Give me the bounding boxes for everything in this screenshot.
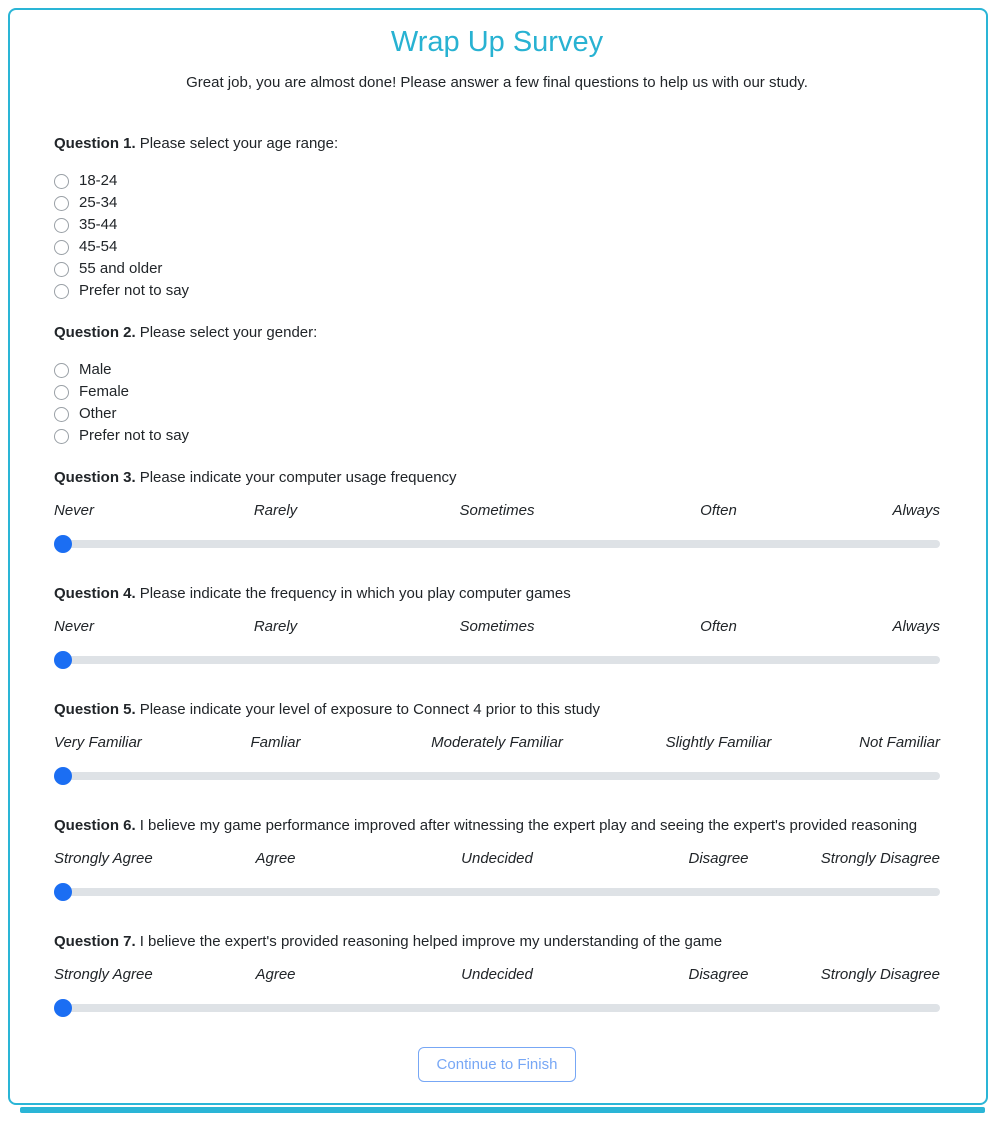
q3-slider-track[interactable] — [54, 540, 940, 548]
slider-label: Strongly Disagree — [820, 966, 940, 983]
q6-slider[interactable] — [54, 883, 940, 901]
radio-icon[interactable] — [54, 218, 69, 233]
question-5-text: Please indicate your level of exposure to Connect 4 prior to this study — [139, 701, 600, 718]
radio-label: Other — [79, 405, 117, 422]
slider-label: Often — [700, 502, 737, 519]
question-5-section — [54, 699, 940, 785]
q6-slider-track[interactable] — [54, 888, 940, 896]
slider-label: Often — [700, 618, 737, 635]
slider-label: Always — [892, 618, 940, 635]
radio-label: 45-54 — [79, 238, 118, 255]
radio-label: 25-34 — [79, 194, 118, 211]
q6-slider-labels — [54, 850, 940, 871]
radio-label: 18-24 — [79, 172, 118, 189]
slider-label: Never — [54, 618, 95, 635]
q4-slider-thumb[interactable] — [54, 651, 72, 669]
survey-card — [8, 8, 988, 1105]
q7-slider-labels — [54, 966, 940, 987]
footer-actions — [54, 1047, 940, 1082]
radio-icon[interactable] — [54, 174, 69, 189]
question-7-text: I believe the expert's provided reasoning helped improve my understanding of the game — [139, 933, 723, 950]
q2-radio-male[interactable] — [54, 359, 940, 381]
question-4-heading — [54, 583, 940, 604]
page-subtitle: Great job, you are almost done! Please answer a few final questions to help us with our study. — [186, 74, 808, 91]
radio-label: 35-44 — [79, 216, 118, 233]
slider-label: Very Familiar — [54, 734, 142, 751]
question-1-text: Please select your age range: — [139, 135, 339, 152]
slider-label: Always — [892, 502, 940, 519]
q7-slider-track[interactable] — [54, 1004, 940, 1012]
question-7-number: Question 7. — [54, 933, 136, 950]
slider-label: Not Familiar — [859, 734, 940, 751]
q4-slider-labels — [54, 618, 940, 639]
slider-label: Strongly Disagree — [820, 850, 940, 867]
q7-slider-thumb[interactable] — [54, 999, 72, 1017]
question-2-heading — [54, 322, 940, 343]
slider-label: Undecided — [461, 966, 533, 983]
q1-radio-45-54[interactable] — [54, 236, 940, 258]
question-1-section — [54, 133, 940, 302]
question-1-options — [54, 170, 940, 302]
q1-radio-prefer-not-to-say[interactable] — [54, 280, 940, 302]
q1-radio-55-and-older[interactable] — [54, 258, 940, 280]
question-4-section — [54, 583, 940, 669]
question-7-section — [54, 931, 940, 1017]
radio-label: 55 and older — [79, 260, 163, 277]
question-6-section — [54, 815, 940, 901]
question-6-number: Question 6. — [54, 817, 136, 834]
q1-radio-18-24[interactable] — [54, 170, 940, 192]
slider-label: Strongly Agree — [54, 966, 153, 983]
question-4-number: Question 4. — [54, 585, 136, 602]
question-3-text: Please indicate your computer usage frequency — [139, 469, 457, 486]
q5-slider-thumb[interactable] — [54, 767, 72, 785]
radio-label: Prefer not to say — [79, 282, 190, 299]
q2-radio-prefer-not-to-say[interactable] — [54, 425, 940, 447]
q3-slider-thumb[interactable] — [54, 535, 72, 553]
question-3-number: Question 3. — [54, 469, 136, 486]
radio-icon[interactable] — [54, 407, 69, 422]
q6-slider-thumb[interactable] — [54, 883, 72, 901]
radio-label: Prefer not to say — [79, 427, 190, 444]
question-4-text: Please indicate the frequency in which you play computer games — [139, 585, 571, 602]
q5-slider[interactable] — [54, 767, 940, 785]
radio-icon[interactable] — [54, 196, 69, 211]
question-3-section — [54, 467, 940, 553]
q4-slider[interactable] — [54, 651, 940, 669]
slider-label: Sometimes — [459, 618, 535, 635]
question-2-section — [54, 322, 940, 447]
radio-label: Male — [79, 361, 112, 378]
q1-radio-35-44[interactable] — [54, 214, 940, 236]
radio-icon[interactable] — [54, 262, 69, 277]
slider-label: Moderately Familiar — [431, 734, 563, 751]
q5-slider-labels — [54, 734, 940, 755]
question-1-number: Question 1. — [54, 135, 136, 152]
next-card-top-edge — [20, 1107, 985, 1113]
radio-icon[interactable] — [54, 429, 69, 444]
q3-slider-labels — [54, 502, 940, 523]
radio-icon[interactable] — [54, 385, 69, 400]
question-1-heading — [54, 133, 940, 154]
q4-slider-track[interactable] — [54, 656, 940, 664]
question-6-text: I believe my game performance improved after witnessing the expert play and seeing the expert's provided reasoning — [139, 817, 918, 834]
question-2-text: Please select your gender: — [139, 324, 318, 341]
slider-label: Disagree — [688, 966, 749, 983]
slider-label: Rarely — [253, 502, 298, 519]
slider-label: Disagree — [688, 850, 749, 867]
slider-label: Never — [54, 502, 95, 519]
q2-radio-female[interactable] — [54, 381, 940, 403]
slider-label: Slightly Familiar — [665, 734, 772, 751]
radio-icon[interactable] — [54, 240, 69, 255]
q1-radio-25-34[interactable] — [54, 192, 940, 214]
question-5-heading — [54, 699, 940, 720]
q7-slider[interactable] — [54, 999, 940, 1017]
continue-to-finish-button[interactable]: Continue to Finish — [418, 1047, 577, 1082]
q2-radio-other[interactable] — [54, 403, 940, 425]
slider-label: Agree — [255, 850, 296, 867]
radio-icon[interactable] — [54, 363, 69, 378]
question-7-heading — [54, 931, 940, 952]
slider-label: Undecided — [461, 850, 533, 867]
slider-label: Rarely — [253, 618, 298, 635]
question-3-heading — [54, 467, 940, 488]
question-6-heading — [54, 815, 940, 836]
radio-icon[interactable] — [54, 284, 69, 299]
q3-slider[interactable] — [54, 535, 940, 553]
slider-label: Sometimes — [459, 502, 535, 519]
radio-label: Female — [79, 383, 130, 400]
slider-label: Strongly Agree — [54, 850, 153, 867]
question-2-options — [54, 359, 940, 447]
page-title: Wrap Up Survey — [390, 26, 604, 58]
question-2-number: Question 2. — [54, 324, 136, 341]
question-5-number: Question 5. — [54, 701, 136, 718]
slider-label: Famliar — [250, 734, 301, 751]
q5-slider-track[interactable] — [54, 772, 940, 780]
slider-label: Agree — [255, 966, 296, 983]
